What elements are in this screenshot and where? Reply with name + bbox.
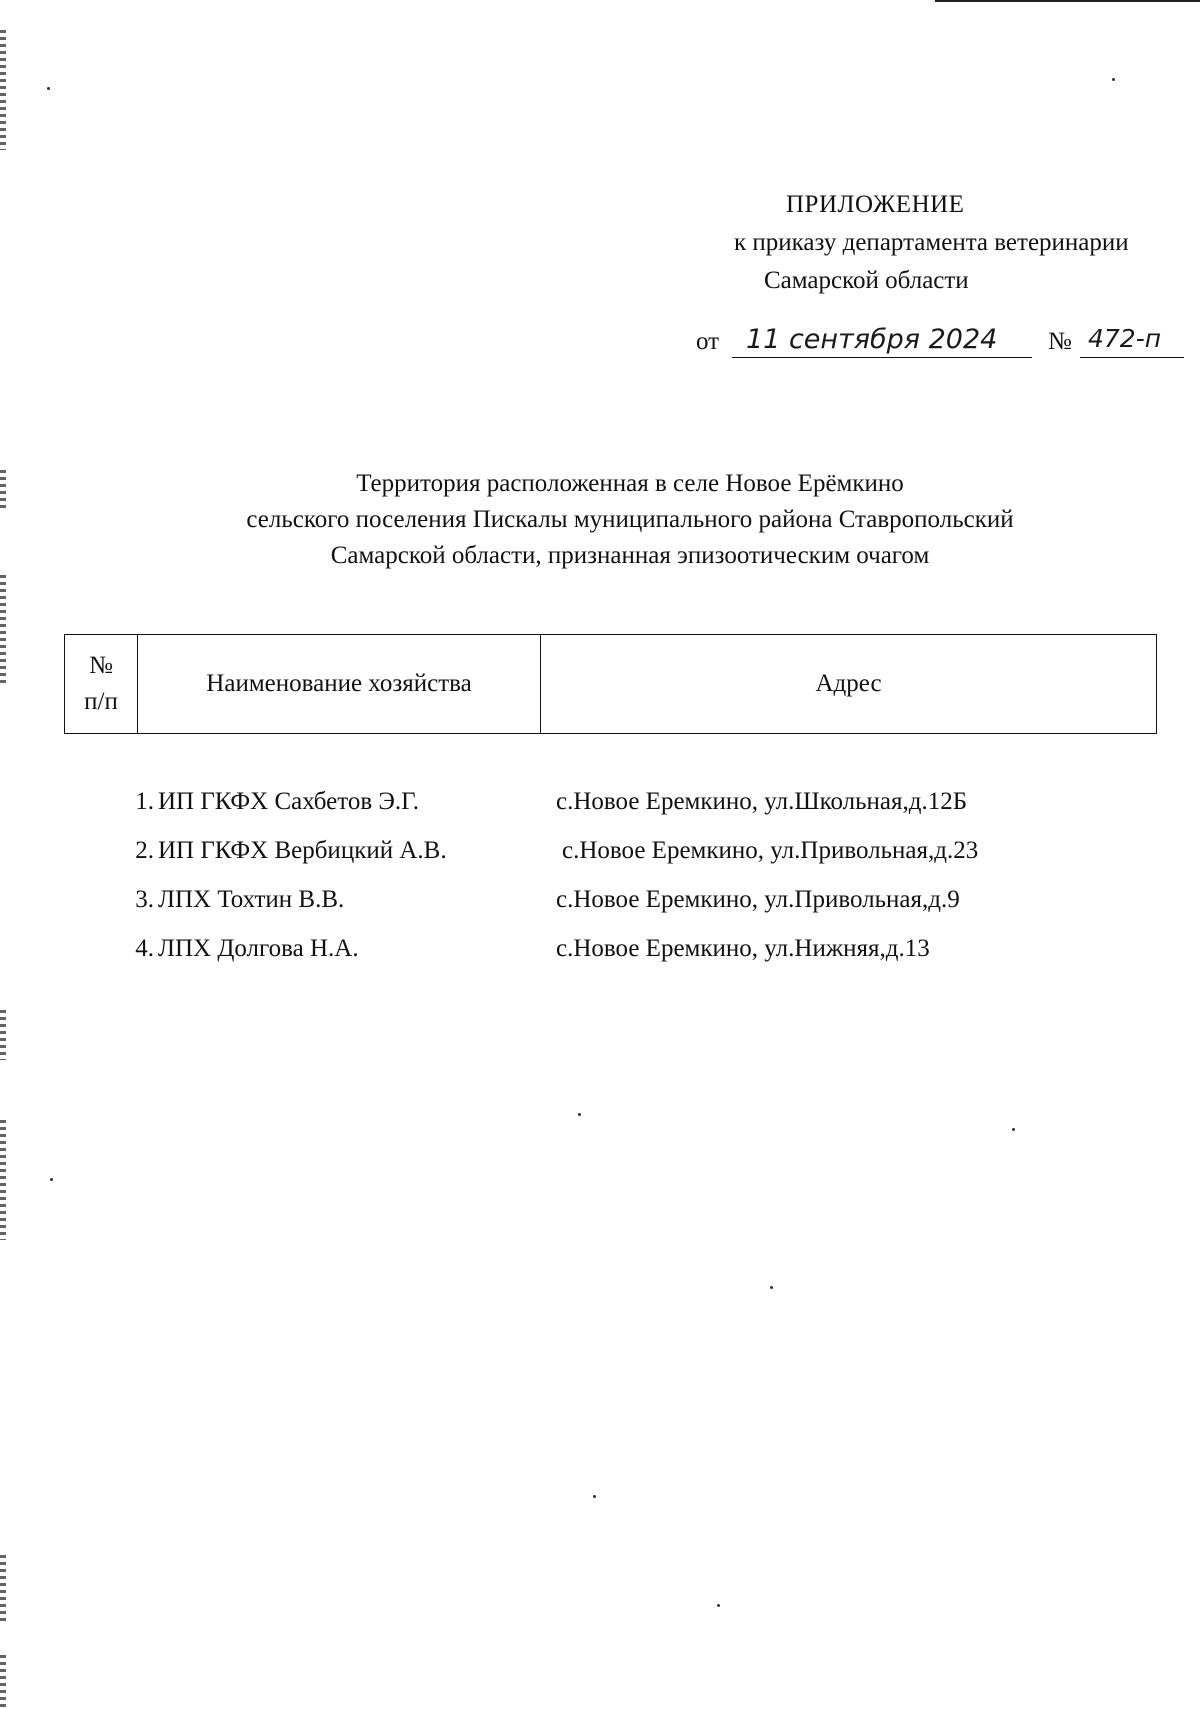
header-number-sign: № <box>89 652 113 679</box>
list-item <box>118 929 1118 978</box>
scan-speck <box>593 1495 596 1498</box>
scan-speck <box>770 1286 773 1289</box>
farms-table-header <box>64 634 1157 734</box>
scan-top-rule <box>935 0 1200 2</box>
scan-edge-mark <box>0 30 6 150</box>
scan-speck <box>47 87 50 90</box>
farm-address: с.Новое Еремкино, ул.Нижняя,д.13 <box>556 935 930 962</box>
scan-speck <box>1012 1128 1015 1131</box>
list-item <box>118 782 1118 831</box>
farm-index: 3. <box>135 886 154 913</box>
appendix-heading: ПРИЛОЖЕНИЕ <box>786 191 965 218</box>
header-farm-name: Наименование хозяйства <box>138 635 541 734</box>
farm-index: 4. <box>135 935 154 962</box>
scan-edge-mark <box>0 1010 6 1060</box>
farm-name: ИП ГКФХ Вербицкий А.В. <box>158 837 447 864</box>
farm-list <box>118 782 1118 978</box>
farm-address: с.Новое Еремкино, ул.Привольная,д.23 <box>562 837 979 864</box>
header-address: Адрес <box>541 635 1157 734</box>
header-number-abbrev: п/п <box>84 688 118 715</box>
farm-address: с.Новое Еремкино, ул.Привольная,д.9 <box>556 886 960 913</box>
farm-index: 1. <box>135 788 154 815</box>
scan-edge-mark <box>0 470 6 510</box>
header-number-cell <box>65 635 138 734</box>
appendix-block <box>730 186 1190 300</box>
table-header-row <box>65 635 1157 734</box>
scan-speck <box>1112 78 1115 81</box>
order-reference <box>696 324 1186 362</box>
scan-edge-mark <box>0 1655 6 1709</box>
scan-speck <box>717 1604 720 1607</box>
order-number-handwritten: 472-п <box>1080 324 1184 358</box>
scan-speck <box>578 1113 581 1116</box>
farm-name: ИП ГКФХ Сахбетов Э.Г. <box>158 788 420 815</box>
order-number-label: № <box>1048 328 1072 355</box>
appendix-subtitle: к приказу департамента ветеринарии <box>734 229 1129 256</box>
list-item <box>118 831 1118 880</box>
title-line-2: сельского поселения Пискалы муниципального района Ставропольский <box>246 506 1014 533</box>
order-from-label: от <box>696 328 720 355</box>
appendix-region: Самарской области <box>764 267 969 294</box>
farm-address: с.Новое Еремкино, ул.Школьная,д.12Б <box>556 788 968 815</box>
document-title <box>140 466 1120 574</box>
farm-name: ЛПХ Долгова Н.А. <box>158 935 359 962</box>
title-line-3: Самарской области, признанная эпизоотическим очагом <box>330 542 930 569</box>
scan-edge-mark <box>0 575 6 685</box>
scan-speck <box>50 1178 53 1181</box>
title-line-1: Территория расположенная в селе Новое Ерёмкино <box>356 470 904 497</box>
farm-name: ЛПХ Тохтин В.В. <box>158 886 345 913</box>
order-date-handwritten: 11 сентября 2024 <box>732 324 1032 358</box>
list-item <box>118 880 1118 929</box>
scan-edge-mark <box>0 1120 6 1240</box>
farm-index: 2. <box>135 837 154 864</box>
scan-edge-mark <box>0 1555 6 1625</box>
